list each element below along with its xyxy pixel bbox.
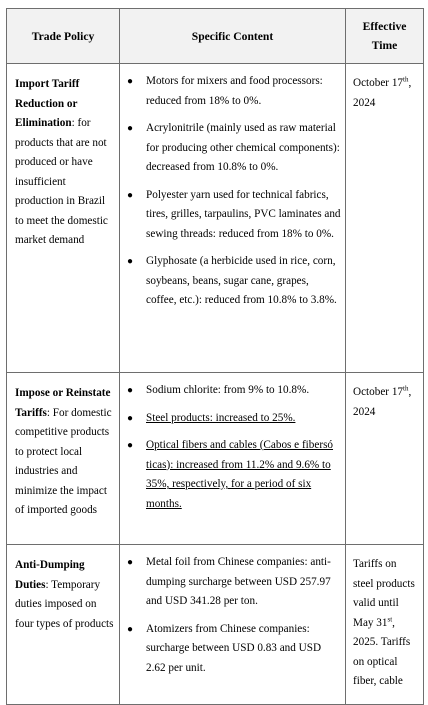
date-suffix: th xyxy=(403,384,409,393)
list-item xyxy=(126,436,341,514)
list-item-text: Polyester yarn used for technical fabrics, tires, grilles, tarpaulins, PVC laminates and sewing threads: reduced from 18% to 0%. xyxy=(146,188,341,240)
content-list xyxy=(126,553,341,678)
policy-description: : for products that are not produced or have insufficient production in Brazil to meet the domestic market demand xyxy=(15,117,108,246)
bullet-icon: ● xyxy=(127,189,134,201)
effective-time-cell xyxy=(346,373,424,545)
effective-time-text: Tariffs on steel products valid until May 31 xyxy=(353,558,415,629)
date-suffix: th xyxy=(403,75,409,84)
header-specific-content: Specific Content xyxy=(120,9,346,64)
bullet-icon: ● xyxy=(127,123,134,134)
policy-description: : Temporary duties imposed on four types of products xyxy=(15,578,114,630)
effective-time-cell xyxy=(346,64,424,373)
list-item xyxy=(126,381,341,401)
bullet-icon: ● xyxy=(127,385,134,396)
policy-cell xyxy=(7,373,120,545)
table-row xyxy=(7,373,424,545)
list-item xyxy=(126,186,341,245)
list-item-text: Steel products: increased to 25%. xyxy=(146,411,296,424)
list-item-text: Sodium chlorite: from 9% to 10.8%. xyxy=(146,384,310,396)
date-suffix: st xyxy=(387,614,393,623)
trade-policy-table xyxy=(6,8,424,705)
effective-date: October 17 xyxy=(353,77,404,89)
list-item-text: Metal foil from Chinese companies: anti-dumping surcharge between USD 257.97 and USD 341.28 per ton. xyxy=(146,556,331,607)
policy-cell xyxy=(7,64,120,373)
effective-year: , 2024 xyxy=(353,77,412,109)
bullet-icon: ● xyxy=(127,412,134,424)
list-item-text: Acrylonitrile (mainly used as raw material for producing other chemical components): decreased from 10.8% to 0%. xyxy=(146,122,340,173)
list-item xyxy=(126,72,341,111)
header-row xyxy=(7,9,424,64)
policy-description: : For domestic competitive products to protect local industries and minimize the impact of imported goods xyxy=(15,406,112,516)
effective-time-cell xyxy=(346,545,424,705)
list-item xyxy=(126,620,341,679)
effective-date: October 17 xyxy=(353,386,404,398)
header-effective-time: Effective Time xyxy=(346,9,424,64)
bullet-icon: ● xyxy=(127,256,134,267)
effective-year: , 2024 xyxy=(353,386,412,418)
header-trade-policy: Trade Policy xyxy=(7,9,120,64)
bullet-icon: ● xyxy=(127,623,134,635)
policy-title: Import Tariff Reduction or Elimination xyxy=(15,78,80,129)
list-item-text: Glyphosate (a herbicide used in rice, corn, soybeans, beans, sugar cane, grapes, coffee, etc.): reduced from 10.8% to 3.8%. xyxy=(146,255,337,306)
list-item xyxy=(126,553,341,612)
list-item xyxy=(126,119,341,178)
policy-cell xyxy=(7,545,120,705)
list-item-text: Motors for mixers and food processors: reduced from 18% to 0%. xyxy=(146,75,323,107)
bullet-icon: ● xyxy=(127,76,134,87)
policy-title: Impose or Reinstate Tariffs xyxy=(15,387,111,419)
table-row xyxy=(7,545,424,705)
list-item xyxy=(126,252,341,311)
list-item-text: Atomizers from Chinese companies: surcharge between USD 0.83 and USD 2.62 per unit. xyxy=(146,622,322,674)
bullet-icon: ● xyxy=(127,557,134,568)
policy-title: Anti-Dumping Duties xyxy=(15,559,85,591)
content-cell xyxy=(120,64,346,373)
table-row xyxy=(7,64,424,373)
bullet-icon: ● xyxy=(127,440,134,451)
list-item-text: Optical fibers and cables (Cabos e fibersó ticas): increased from 11.2% and 9.6% to 35%, respectively, for a period of six months. xyxy=(146,439,334,510)
effective-time-text-continued: , 2025. Tariffs on optical fiber, cable xyxy=(353,616,411,687)
content-list xyxy=(126,381,341,514)
content-cell xyxy=(120,545,346,705)
list-item xyxy=(126,409,341,429)
content-list xyxy=(126,72,341,311)
content-cell xyxy=(120,373,346,545)
